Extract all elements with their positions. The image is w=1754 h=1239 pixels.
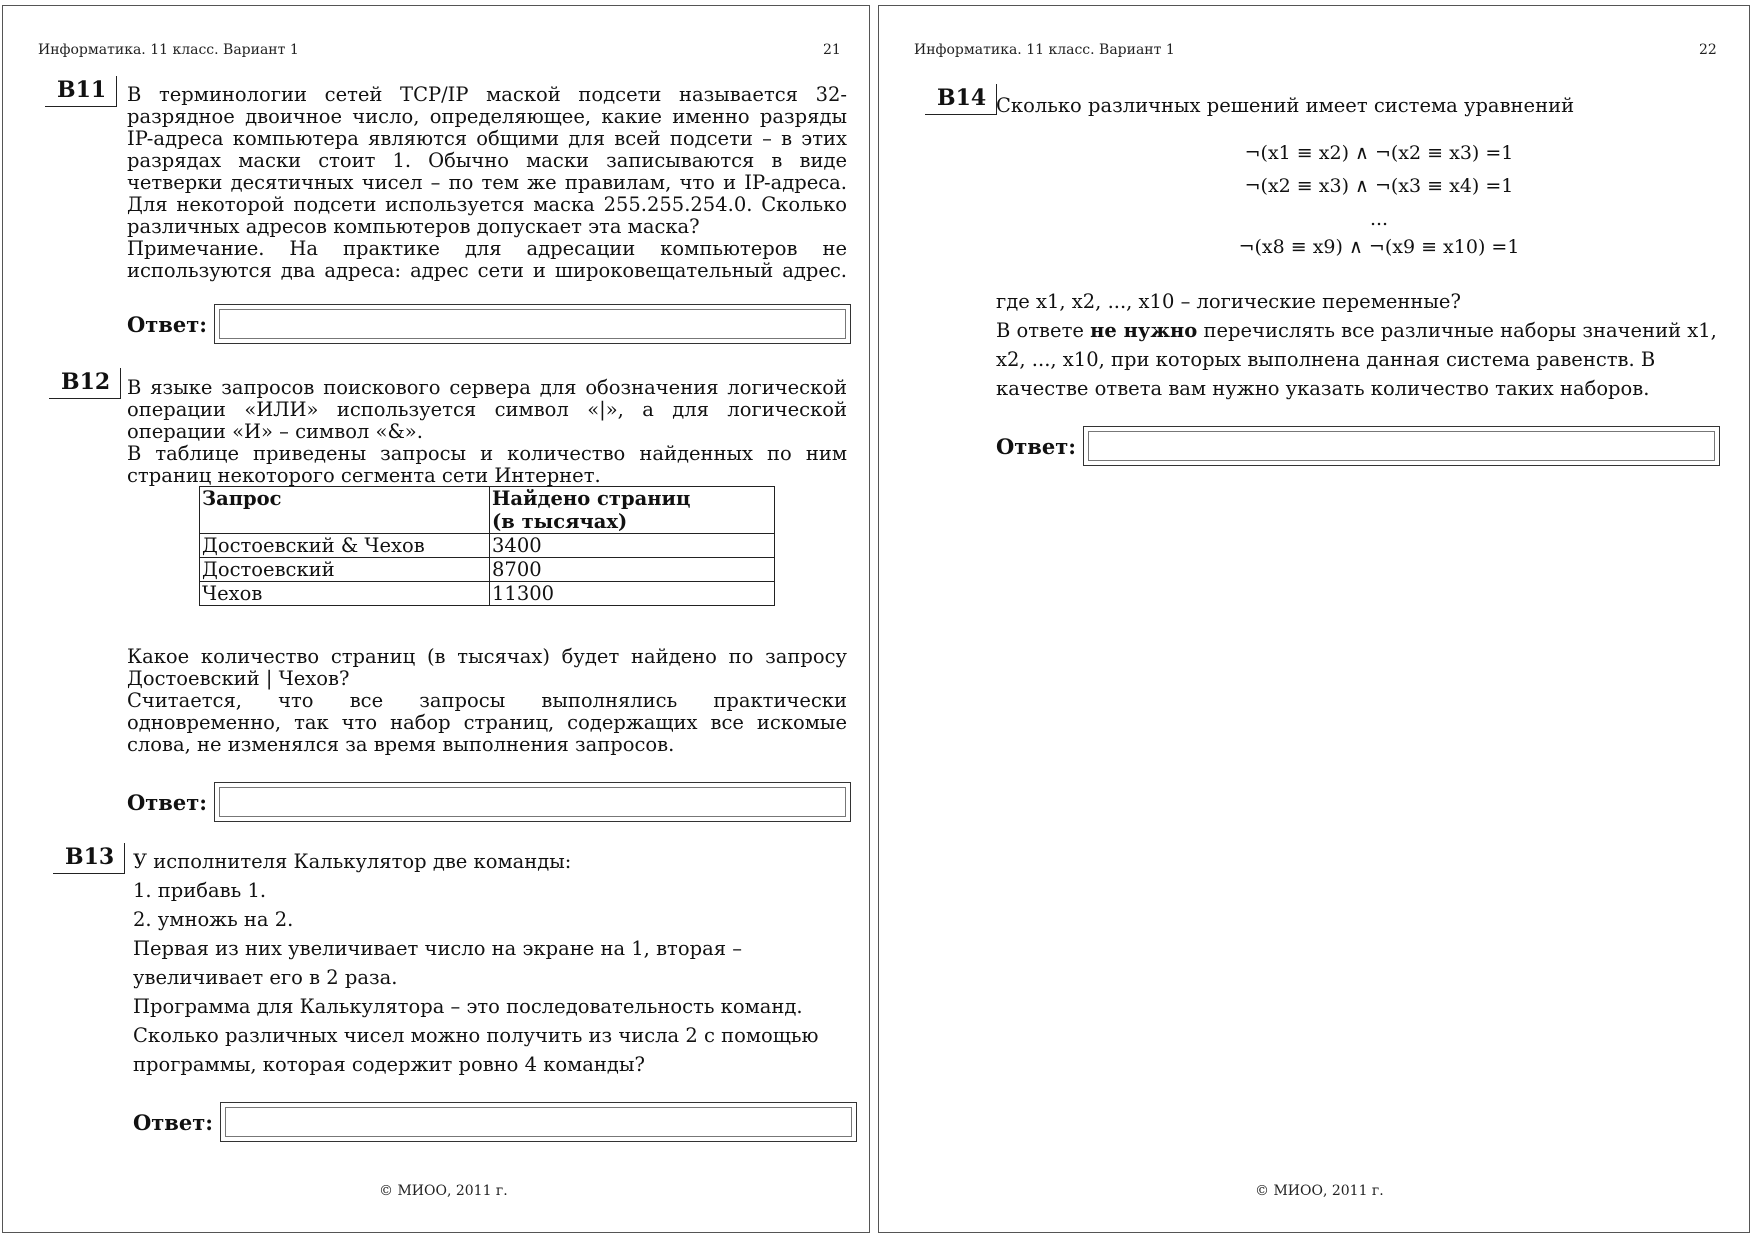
b11-answer-field[interactable] [214,304,851,344]
answer-label: Ответ: [127,311,208,337]
b13-answer-field[interactable] [220,1102,857,1142]
table-cell: 3400 [490,534,775,558]
b14-question: Сколько различных решений имеет система уравнений [996,94,1575,117]
b14-text [996,287,1726,403]
b14-note: В ответе не нужно перечислять все различные наборы значений x1, [996,319,1717,342]
task-tag-b12: B12 [49,368,121,399]
b14-answer-field[interactable] [1083,426,1720,466]
b13-line: 2. умножь на 2. [133,908,294,931]
b13-line: Программа для Калькулятора – это последовательность команд. [133,995,803,1018]
right-page [878,5,1750,1233]
b13-line: У исполнителя Калькулятор две команды: [133,850,572,873]
answer-label: Ответ: [127,789,208,815]
page-footer: © МИОО, 2011 г. [379,1183,508,1199]
b12-answer [127,782,851,822]
answer-label: Ответ: [996,433,1077,459]
b12-question [127,646,847,756]
b14-where: где x1, x2, ..., x10 – логические переменные? [996,290,1461,313]
b13-line: 1. прибавь 1. [133,879,267,902]
table-row [200,582,775,606]
answer-label: Ответ: [133,1109,214,1135]
b12-after-paragraph: Считается, что все запросы выполнялись практически одновременно, так что набор страниц, содержащих все искомые слова, не изменялся за время выполнения запросов. [127,689,847,756]
b13-line: Первая из них увеличивает число на экране на 1, вторая – [133,937,742,960]
table-header-query: Запрос [200,487,490,534]
b14-equation: ¬(x1 ≡ x2) ∧ ¬(x2 ≡ x3) =1 [1244,142,1514,164]
table-cell: 11300 [490,582,775,606]
page-header: Информатика. 11 класс. Вариант 1 [38,42,299,58]
table-header-row [200,487,775,534]
left-page [2,5,870,1233]
b11-text [127,84,847,282]
b14-answer [996,426,1720,466]
table-cell: 8700 [490,558,775,582]
b13-line: Сколько различных чисел можно получить из числа 2 с помощью [133,1024,819,1047]
table-row [200,558,775,582]
b14-note-line: x2, ..., x10, при которых выполнена данная система равенств. В [996,348,1656,371]
b14-note-line: качестве ответа вам нужно указать количество таких наборов. [996,377,1650,400]
b13-answer [133,1102,857,1142]
table-cell: Достоевский & Чехов [200,534,490,558]
table-cell: Чехов [200,582,490,606]
b12-text [127,377,847,487]
page-footer: © МИОО, 2011 г. [1255,1183,1384,1199]
b14-equation: ... [1369,208,1389,230]
b14-note-bold: не нужно [1090,319,1198,342]
b12-answer-field[interactable] [214,782,851,822]
b11-note: Примечание. На практике для адресации компьютеров не используются два адреса: адрес сети и широковещательный адрес. [127,237,847,282]
page-number: 22 [1699,42,1717,58]
b12-paragraph: В таблице приведены запросы и количество найденных по ним страниц некоторого сегмента сети Интернет. [127,442,847,487]
b13-line: увеличивает его в 2 раза. [133,966,398,989]
page-header: Информатика. 11 класс. Вариант 1 [914,42,1175,58]
b11-answer [127,304,851,344]
b12-table [199,486,775,606]
task-tag-b14: B14 [925,84,997,115]
b12-after-paragraph: Какое количество страниц (в тысячах) будет найдено по запросу Достоевский | Чехов? [127,645,847,690]
table-cell: Достоевский [200,558,490,582]
b14-equation: ¬(x2 ≡ x3) ∧ ¬(x3 ≡ x4) =1 [1244,175,1514,197]
b13-text [133,847,853,1079]
b13-line: программы, которая содержит ровно 4 команды? [133,1053,645,1076]
b12-paragraph: В языке запросов поискового сервера для обозначения логической операции «ИЛИ» используется символ «|», а для логической операции «И» – символ «&». [127,376,847,443]
table-row [200,534,775,558]
table-header-found: Найдено страниц (в тысячах) [490,487,775,534]
task-tag-b13: B13 [53,843,125,874]
page-number: 21 [823,42,841,58]
b14-equation: ¬(x8 ≡ x9) ∧ ¬(x9 ≡ x10) =1 [1238,236,1520,258]
b11-paragraph: В терминологии сетей TCP/IP маской подсети называется 32-разрядное двоичное число, определяющее, какие именно разряды IP-адреса компьютера являются общими для всей подсети – в этих разрядах маски стоит 1. Обычно маски записываются в виде четверки десятичных чисел – по тем же правилам, что и IP-адреса. Для некоторой подсети используется маска 255.255.254.0. Сколько различных адресов компьютеров допускает эта маска? [127,83,847,238]
task-tag-b11: B11 [45,76,117,107]
